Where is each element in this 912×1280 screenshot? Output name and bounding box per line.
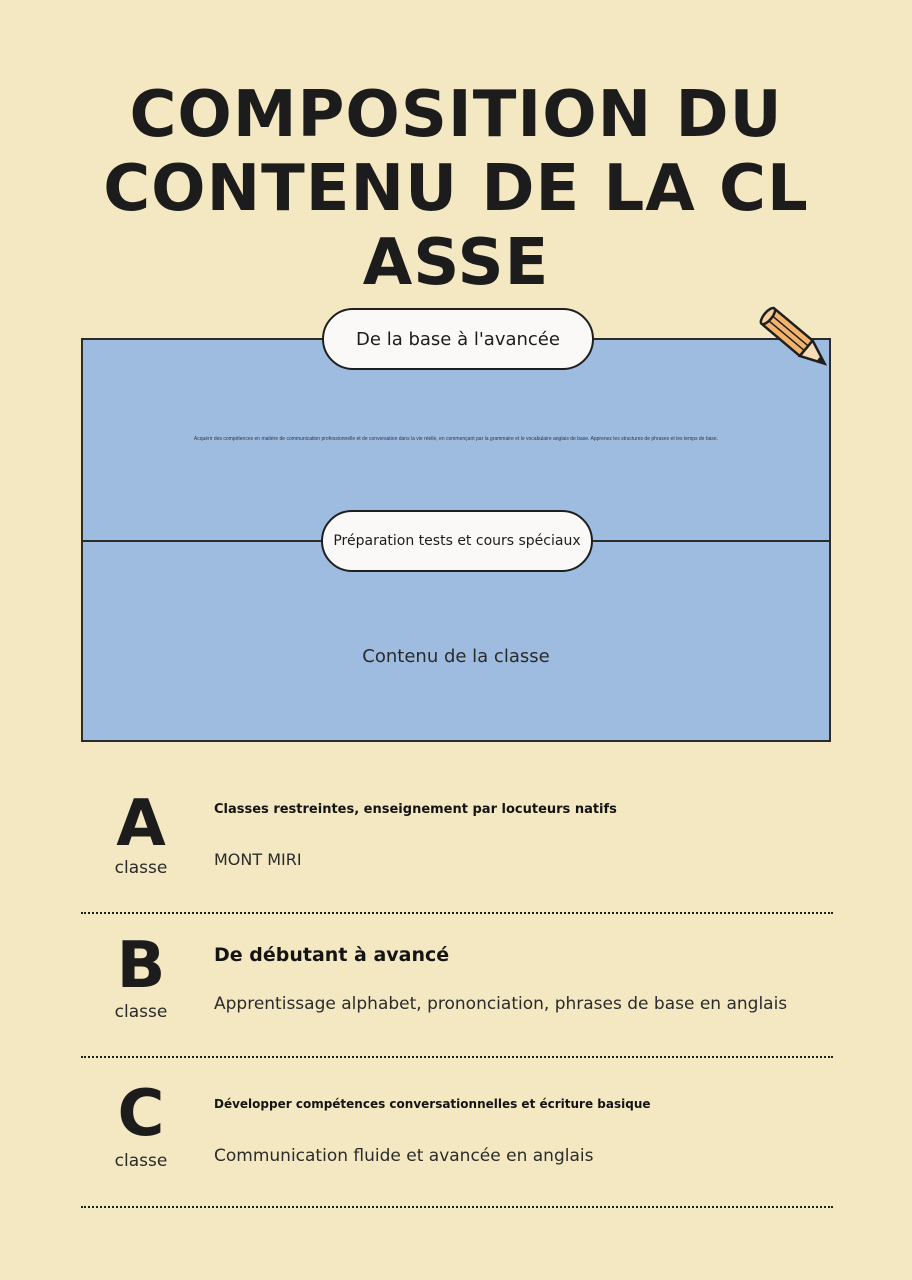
panel-small-text: Acquérir des compétences en matière de communication professionnelle et de conversation dans la vie réelle, en commençant par la grammaire et le vocabulaire anglais de base. Apprenez les structures de phrases et les temps de base.	[193, 436, 719, 442]
class-letter-c: C	[117, 1077, 165, 1151]
class-label-c: classe	[114, 1151, 168, 1171]
class-heading-c: Développer compétences conversationnelles et écriture basique	[214, 1097, 651, 1111]
pencil-icon	[748, 292, 840, 384]
class-heading-a: Classes restreintes, enseignement par locuteurs natifs	[214, 802, 617, 817]
page-title	[0, 78, 912, 300]
panel-caption: Contenu de la classe	[362, 646, 550, 667]
pill-test-preparation: Préparation tests et cours spéciaux	[321, 510, 593, 572]
class-row-c	[81, 1056, 833, 1208]
class-label-a: classe	[114, 858, 168, 878]
class-row-b	[81, 912, 833, 1058]
title-line-2: CONTENU DE LA CL	[103, 152, 809, 226]
pill-base-to-advanced: De la base à l'avancée	[322, 308, 594, 370]
class-label-b: classe	[114, 1002, 168, 1022]
class-description-a: MONT MIRI	[214, 850, 302, 869]
class-letter-a: A	[116, 787, 166, 861]
class-description-c: Communication fluide et avancée en anglais	[214, 1146, 594, 1166]
title-line-3: ASSE	[362, 226, 550, 300]
class-description-b: Apprentissage alphabet, prononciation, phrases de base en anglais	[214, 994, 788, 1014]
title-line-1: COMPOSITION DU	[129, 78, 783, 152]
class-heading-b: De débutant à avancé	[214, 944, 450, 966]
content-panel	[81, 328, 831, 742]
class-row-a	[81, 780, 833, 914]
class-letter-b: B	[116, 929, 166, 1003]
